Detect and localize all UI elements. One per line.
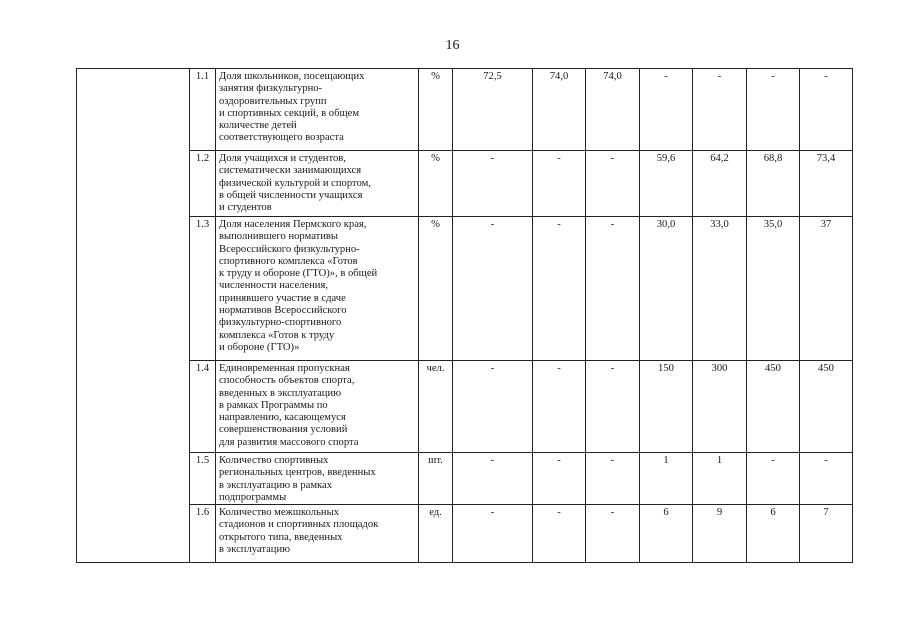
value-cell: 73,4 <box>800 151 853 217</box>
value-cell: 150 <box>640 361 693 453</box>
value-cell: - <box>533 361 586 453</box>
value-cell: - <box>586 151 640 217</box>
table-row <box>77 361 853 453</box>
indicator-description: Количество спортивных региональных центров, введенных в эксплуатацию в рамках подпрограммы <box>216 453 419 505</box>
value-cell: - <box>453 151 533 217</box>
indicator-description: Доля населения Пермского края, выполнившего нормативы Всероссийского физкультурно- спортивного комплекса «Готов к труду и обороне (ГТО)», в общей численности населения, принявшего участие в сдаче нормативов Всероссийского физкультурно-спортивного комплекса «Готов к труду и обороне (ГТО)» <box>216 217 419 361</box>
value-cell: - <box>586 217 640 361</box>
table-row <box>77 505 853 563</box>
row-number: 1.2 <box>190 151 216 217</box>
value-cell: - <box>533 151 586 217</box>
value-cell: - <box>453 453 533 505</box>
value-cell: 1 <box>640 453 693 505</box>
value-cell: 300 <box>693 361 747 453</box>
unit-cell: % <box>419 217 453 361</box>
value-cell: 1 <box>693 453 747 505</box>
value-cell: 450 <box>747 361 800 453</box>
value-cell: 33,0 <box>693 217 747 361</box>
indicators-table <box>76 68 853 563</box>
value-cell: - <box>453 505 533 563</box>
value-cell: 35,0 <box>747 217 800 361</box>
indicator-description: Количество межшкольных стадионов и спортивных площадок открытого типа, введенных в эксплуатацию <box>216 505 419 563</box>
indicator-description: Доля учащихся и студентов, систематически занимающихся физической культурой и спортом, в общей численности учащихся и студентов <box>216 151 419 217</box>
value-cell: 74,0 <box>533 69 586 151</box>
value-cell: 59,6 <box>640 151 693 217</box>
value-cell: 7 <box>800 505 853 563</box>
page-number: 16 <box>445 38 460 53</box>
table-row <box>77 69 853 151</box>
value-cell: 37 <box>800 217 853 361</box>
table-row <box>77 151 853 217</box>
value-cell: - <box>533 505 586 563</box>
value-cell: - <box>800 453 853 505</box>
row-number: 1.4 <box>190 361 216 453</box>
indicator-description: Единовременная пропускная способность объектов спорта, введенных в эксплуатацию в рамках Программы по направлению, касающемуся совершенствования условий для развития массового спорта <box>216 361 419 453</box>
value-cell: 68,8 <box>747 151 800 217</box>
value-cell: - <box>747 69 800 151</box>
value-cell: - <box>800 69 853 151</box>
value-cell: - <box>586 505 640 563</box>
value-cell: 9 <box>693 505 747 563</box>
value-cell: - <box>453 217 533 361</box>
unit-cell: % <box>419 69 453 151</box>
table-row <box>77 453 853 505</box>
value-cell: - <box>453 361 533 453</box>
unit-cell: % <box>419 151 453 217</box>
value-cell: - <box>533 453 586 505</box>
row-number: 1.1 <box>190 69 216 151</box>
unit-cell: чел. <box>419 361 453 453</box>
empty-merged-cell <box>77 69 190 563</box>
unit-cell: шт. <box>419 453 453 505</box>
value-cell: - <box>533 217 586 361</box>
value-cell: - <box>586 453 640 505</box>
table-body <box>77 69 853 563</box>
value-cell: 450 <box>800 361 853 453</box>
value-cell: - <box>586 361 640 453</box>
row-number: 1.6 <box>190 505 216 563</box>
value-cell: - <box>640 69 693 151</box>
value-cell: 64,2 <box>693 151 747 217</box>
row-number: 1.5 <box>190 453 216 505</box>
value-cell: - <box>693 69 747 151</box>
value-cell: - <box>747 453 800 505</box>
value-cell: 74,0 <box>586 69 640 151</box>
value-cell: 6 <box>640 505 693 563</box>
value-cell: 6 <box>747 505 800 563</box>
value-cell: 72,5 <box>453 69 533 151</box>
value-cell: 30,0 <box>640 217 693 361</box>
row-number: 1.3 <box>190 217 216 361</box>
unit-cell: ед. <box>419 505 453 563</box>
indicator-description: Доля школьников, посещающих занятия физкультурно- оздоровительных групп и спортивных секций, в общем количестве детей соответствующего возраста <box>216 69 419 151</box>
table-row <box>77 217 853 361</box>
